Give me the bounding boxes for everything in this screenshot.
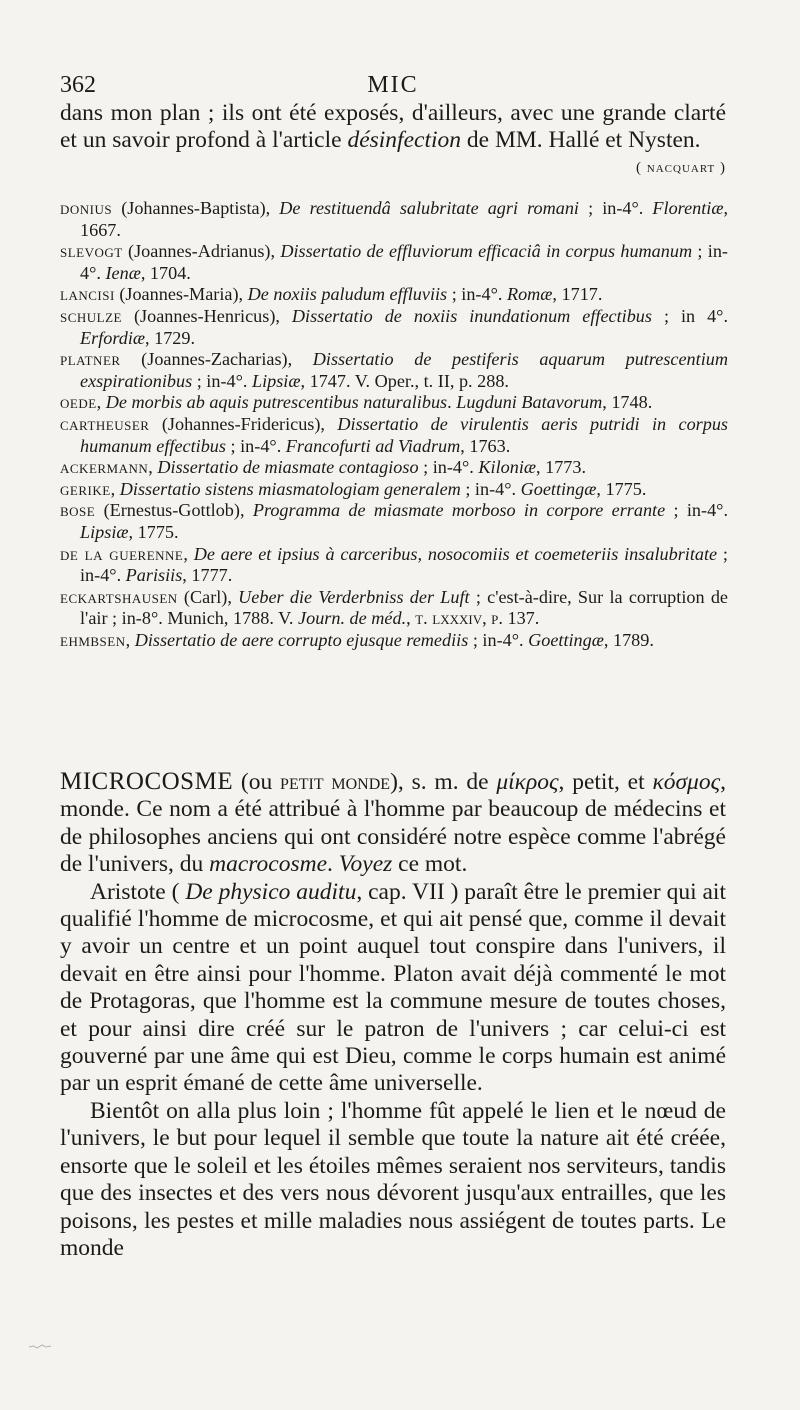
bibliography-entry: gerike, Dissertatio sistens miasmatologiam generalem ; in-4°. Goettingæ, 1775. (60, 478, 647, 499)
bibliography-list (60, 198, 728, 651)
bibliography-entry: cartheuser (Johannes-Fridericus), Dissertatio de virulentis aeris putridi in corpus humanum effectibus ; in-4°. Francofurti ad Viadrum, 1763. (60, 413, 729, 456)
article-microcosme (60, 768, 726, 1262)
article-paragraph-2: Aristote ( De physico auditu, cap. VII ) paraît être le premier qui ait qualifié l'homme de microcosme, et qui ait pensé que, comme il devait y avoir un centre et un point auquel tout conspire dans l'univers, il devait en être ainsi pour l'homme. Platon avait déjà commenté le mot de Protagoras, que l'homme est la commune mesure de toutes choses, et pour ainsi dire créé sur le patron de l'univers ; car celui-ci est gouverné par une âme qui est Dieu, comme le corps humain est animé par un esprit émané de cette âme universelle. (60, 878, 726, 1097)
intro-paragraph (60, 100, 726, 154)
bibliography-entry: bose (Ernestus-Gottlob), Programma de miasmate morboso in corpore errante ; in-4°. Lipsiæ, 1775. (60, 500, 728, 542)
running-head: MIC (367, 72, 419, 98)
headword: MICROCOSME (60, 768, 234, 795)
page-header (60, 72, 726, 102)
greek-word-kosmos: κόσμος (652, 769, 721, 795)
intro-text-2: de MM. Hallé et Nysten. (461, 127, 701, 153)
bibliography-entry: lancisi (Joannes-Maria), De noxiis paludum effluviis ; in-4°. Romæ, 1717. (60, 284, 603, 305)
bibliography-entry: eckartshausen (Carl), Ueber die Verderbniss der Luft ; c'est-à-dire, Sur la corruption de l'air ; in-8°. Munich, 1788. V. Journ. de méd., t. lxxxiv, p. 137. (60, 586, 728, 629)
intro-text-1: dans mon plan ; ils ont été exposés, d'ailleurs, avec une grande clarté et un savoir profond à l'article (60, 100, 726, 153)
author-signature: ( nacquart ) (636, 160, 726, 176)
bibliography-entry: oede, De morbis ab aquis putrescentibus naturalibus. Lugduni Batavorum, 1748. (60, 392, 653, 413)
bibliography-entry: platner (Joannes-Zacharias), Dissertatio de pestiferis aquarum putrescentium exspirationibus ; in-4°. Lipsiæ, 1747. V. Oper., t. II, p. 288. (60, 349, 728, 391)
article-paragraph-1: MICROCOSME (ou petit monde), s. m. de μίκρος, petit, et κόσμος, monde. Ce nom a été attribué à l'homme par beaucoup de médecins et de philosophes anciens qui ont considéré notre espèce comme l'abrégé de l'univers, du macrocosme. Voyez ce mot. (60, 768, 727, 878)
article-paragraph-3: Bientôt on alla plus loin ; l'homme fût appelé le lien et le nœud de l'univers, le but pour lequel il semble que toute la nature ait été créée, ensorte que le soleil et les étoiles mêmes seraient nos serviteurs, tandis que des insectes et des vers nous dévorent jusqu'aux entrailles, que les poisons, les pestes et mille maladies nous assiégent de toutes parts. Le monde (60, 1097, 726, 1261)
page-number: 362 (60, 72, 96, 98)
bibliography-entry: ackermann, Dissertatio de miasmate contagioso ; in-4°. Kiloniæ, 1773. (60, 457, 587, 478)
bibliography-entry: slevogt (Joannes-Adrianus), Dissertatio de effluviorum efficaciâ in corpus humanum ; in-4°. Ienæ, 1704. (60, 241, 728, 283)
bibliography-entry: ehmbsen, Dissertatio de aere corrupto ejusque remediis ; in-4°. Goettingæ, 1789. (60, 629, 654, 650)
bibliography-entry: donius (Johannes-Baptista), De restituendâ salubritate agri romani ; in-4°. Florentiæ, 1667. (60, 198, 729, 240)
ink-smudge-mark (28, 1342, 52, 1350)
intro-term: désinfection (347, 127, 462, 153)
bibliography-entry: de la guerenne, De aere et ipsius à carceribus, nosocomiis et coemeteriis insalubritate ; in-4°. Parisiis, 1777. (60, 543, 728, 586)
bibliography-entry: schulze (Joannes-Henricus), Dissertatio de noxiis inundationum effectibus ; in 4°. Erfordiæ, 1729. (60, 305, 728, 348)
greek-word-mikros: μίκρος (496, 769, 559, 795)
